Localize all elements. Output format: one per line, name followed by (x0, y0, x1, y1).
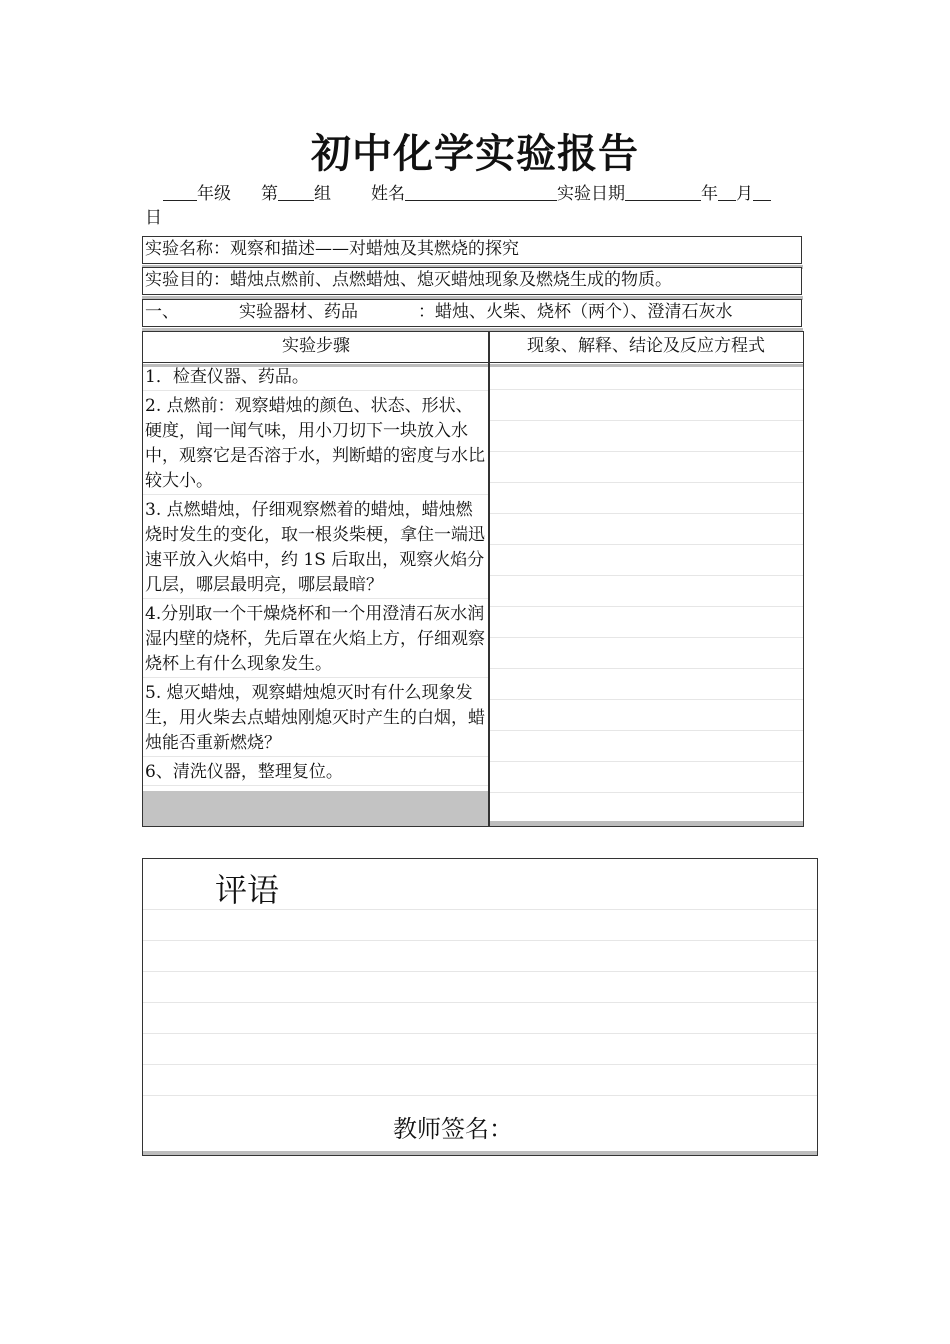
group-prefix-label: 第 (261, 184, 278, 204)
materials-index: 一、 (145, 302, 179, 322)
name-label: 姓名 (371, 184, 405, 204)
comment-box[interactable] (142, 858, 818, 1156)
year-label: 年 (701, 184, 718, 204)
day-blank[interactable] (753, 184, 771, 201)
experiment-purpose: 实验目的：蜡烛点燃前、点燃蜡烛、熄灭蜡烛现象及燃烧生成的物质。 (145, 270, 672, 290)
grade-blank[interactable] (163, 184, 197, 201)
day-label: 日 (145, 208, 162, 228)
student-info-line (145, 182, 810, 230)
step-item: 3. 点燃蜡烛，仔细观察燃着的蜡烛，蜡烛燃烧时发生的变化，取一根炎柴梗，拿住一端迅速平放入火焰中，约 1S 后取出，观察火焰分几层，哪层最明亮，哪层最暗？ (143, 498, 488, 599)
steps-column-header: 实验步骤 (282, 336, 350, 356)
experiment-purpose-row (142, 267, 802, 295)
step-item: 2. 点燃前：观察蜡烛的颜色、状态、形状、硬度，闻一闻气味，用小刀切下一块放入水中，观察它是否溶于水，判断蜡的密度与水比较大小。 (143, 394, 488, 495)
experiment-table (142, 331, 804, 827)
table-header (143, 332, 803, 363)
grade-label: 年级 (197, 184, 231, 204)
experiment-name: 实验名称：观察和描述——对蜡烛及其燃烧的探究 (145, 239, 519, 259)
step-item: 5. 熄灭蜡烛，观察蜡烛熄灭时有什么现象发生，用火柴去点蜡烛刚熄灭时产生的白烟，蜡烛能否重新燃烧？ (143, 681, 488, 757)
comment-label: 评语 (215, 871, 280, 909)
materials-label: 实验器材、药品 (239, 302, 358, 322)
materials-row (142, 299, 802, 327)
step-item: 1．检查仪器、药品。 (143, 365, 488, 391)
experiment-name-row (142, 236, 802, 264)
step-item: 6、清洗仪器，整理复位。 (143, 760, 488, 786)
date-label: 实验日期 (557, 184, 625, 204)
month-label: 月 (736, 184, 753, 204)
month-blank[interactable] (718, 184, 736, 201)
steps-filler (143, 791, 488, 826)
year-blank[interactable] (625, 184, 701, 201)
results-column-header: 现象、解释、结论及反应方程式 (527, 336, 765, 356)
steps-list (143, 365, 488, 789)
group-blank[interactable] (278, 184, 314, 201)
page-title: 初中化学实验报告 (311, 131, 639, 177)
materials-value: ：蜡烛、火柴、烧杯（两个）、澄清石灰水 (418, 302, 733, 322)
teacher-signature-label: 教师签名： (393, 1115, 513, 1143)
group-label: 组 (314, 184, 331, 204)
step-item: 4.分别取一个干燥烧杯和一个用澄清石灰水润湿内壁的烧杯，先后罩在火焰上方，仔细观察烧杯上有什么现象发生。 (143, 602, 488, 678)
results-area[interactable] (490, 365, 803, 826)
name-blank[interactable] (405, 184, 557, 201)
